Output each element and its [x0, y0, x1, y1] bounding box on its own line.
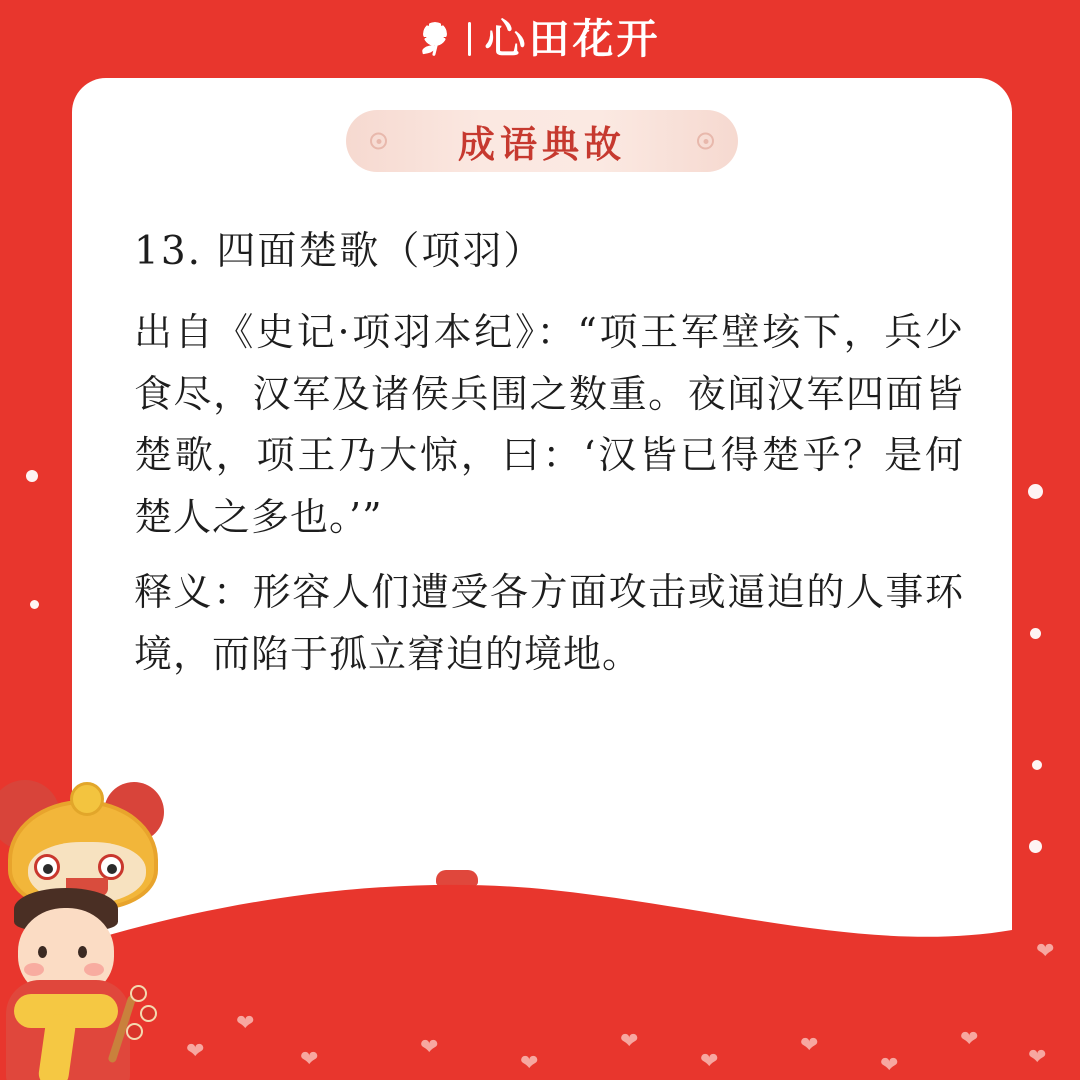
heart-decoration: ❤: [700, 1048, 719, 1073]
dot-decoration: [1030, 628, 1041, 639]
section-title: 成语典故: [458, 122, 626, 166]
meaning-text: 形容人们遭受各方面攻击或逼迫的人事环境，而陷于孤立窘迫的境地。: [134, 570, 964, 676]
heart-decoration: ❤: [1028, 1044, 1047, 1069]
brand-header: [0, 0, 1080, 78]
dot-decoration: [26, 470, 38, 482]
heart-decoration: ❤: [186, 1038, 205, 1063]
flower-icon: [420, 22, 454, 56]
heart-decoration: ❤: [520, 1050, 539, 1075]
heart-decoration: ❤: [420, 1034, 439, 1059]
lion-dancer-illustration: [0, 780, 210, 1080]
circle-ornament-icon: [697, 133, 714, 150]
heart-decoration: ❤: [960, 1026, 979, 1051]
heart-decoration: ❤: [236, 1010, 255, 1035]
logo-divider: [468, 22, 471, 56]
heart-decoration: ❤: [800, 1032, 819, 1057]
article-body: [134, 220, 964, 685]
snowman-illustration: [424, 868, 490, 954]
content-card: [72, 78, 1012, 998]
brand-logo-text: 心田花开: [484, 14, 661, 63]
meaning-paragraph: [134, 562, 964, 685]
meaning-label: 释义：: [134, 570, 253, 615]
wave-decoration: [72, 868, 1012, 998]
section-title-pill: [346, 110, 738, 172]
dot-decoration: [1028, 484, 1043, 499]
heart-decoration: ❤: [1036, 938, 1055, 963]
heart-decoration: ❤: [620, 1028, 639, 1053]
dot-decoration: [1029, 840, 1042, 853]
dot-decoration: [30, 600, 39, 609]
circle-ornament-icon: [370, 133, 387, 150]
heart-decoration: ❤: [300, 1046, 319, 1071]
heart-decoration: ❤: [880, 1052, 899, 1077]
source-paragraph: 出自《史记·项羽本纪》：“项王军壁垓下，兵少食尽，汉军及诸侯兵围之数重。夜闻汉军四面皆楚歌，项王乃大惊，曰：‘汉皆已得楚乎？是何楚人之多也。’”: [134, 310, 964, 539]
dot-decoration: [1032, 760, 1042, 770]
idiom-heading: 13. 四面楚歌（项羽）: [134, 229, 545, 274]
